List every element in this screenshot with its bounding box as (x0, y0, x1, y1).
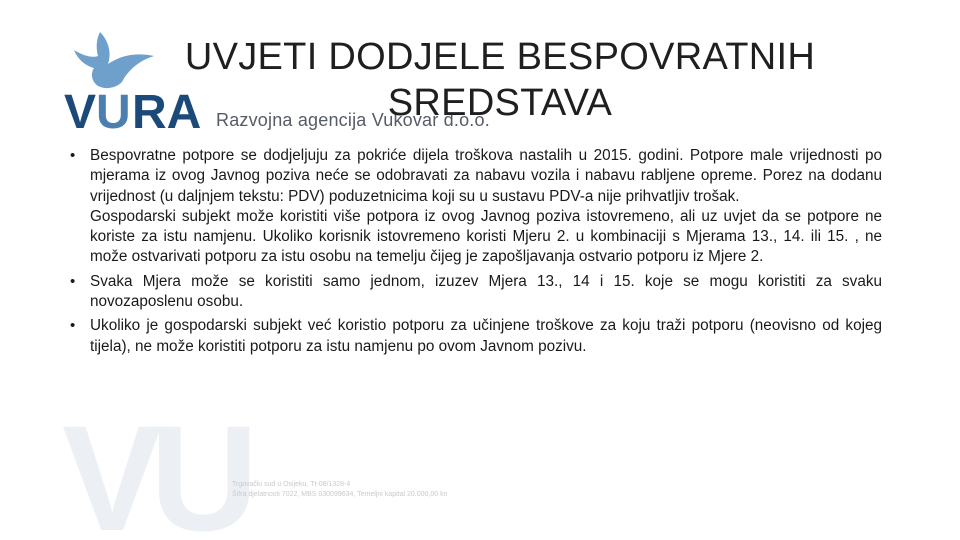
logo-wordmark-v: V (64, 86, 97, 139)
watermark-logo (62, 340, 259, 540)
bullet-item (68, 272, 882, 313)
bullet-item (68, 316, 882, 357)
bullet-paragraph: Bespovratne potpore se dodjeljuju za pokriće dijela troškova nastalih u 2015. godini. Potpore male vrijednosti po mjerama iz ovog Javnog poziva neće se odobravati za nabavu vozila i nabavu rabljene opreme. Porez na dodanu vrijednost (u daljnjem tekstu: PDV) poduzetnicima koji su u sustavu PDV-a nije prihvatljiv trošak. (90, 147, 882, 205)
bullet-paragraph: Svaka Mjera može se koristiti samo jednom, izuzev Mjera 13., 14 i 15. koje se mogu koristiti za svaku novozaposlenu osobu. (90, 272, 882, 311)
bird-icon (74, 32, 154, 88)
watermark-footer (232, 480, 447, 500)
watermark-footer-line1: Trgovački sud u Osijeku, Tt-08/1328-4 (232, 481, 351, 488)
logo-wordmark-ra: RA (132, 86, 202, 139)
svg-text:V: V (62, 394, 163, 540)
bullet-dot: • (70, 272, 76, 290)
bullet-paragraph: Ukoliko je gospodarski subjekt već koristio potporu za učinjene troškove za koju traži potporu (neovisno od kojeg tijela), ne može koristiti potporu za istu namjenu po ovom Javnom pozivu. (90, 317, 882, 355)
watermark-footer-line2: Šifra djelatnosti 7022, MBS 030099634, Temeljni kapital 20.000,00 kn (232, 491, 448, 498)
bullet-dot: • (70, 317, 76, 335)
svg-text:U: U (150, 394, 259, 540)
logo-wordmark-u: U (96, 86, 131, 139)
bullet-list (68, 146, 882, 361)
bullet-item (68, 146, 882, 268)
bullet-paragraph: Gospodarski subjekt može koristiti više potpora iz ovog Javnog poziva istovremeno, ali uz uvjet da se potpore ne koriste za istu namjenu. Ukoliko korisnik istovremeno koristi Mjeru 2. u kombinaciji s Mjerama 13., 14. ili 15. , ne može ostvarivati potporu za istu osobu na temelju čijeg je zapošljavanja ostvario potporu iz Mjere 2. (90, 207, 882, 266)
bullet-dot: • (70, 147, 76, 164)
page-title: UVJETI DODJELE BESPOVRATNIH SREDSTAVA (184, 36, 816, 124)
logo-subtitle: Razvojna agencija Vukovar d.o.o. (216, 110, 490, 130)
